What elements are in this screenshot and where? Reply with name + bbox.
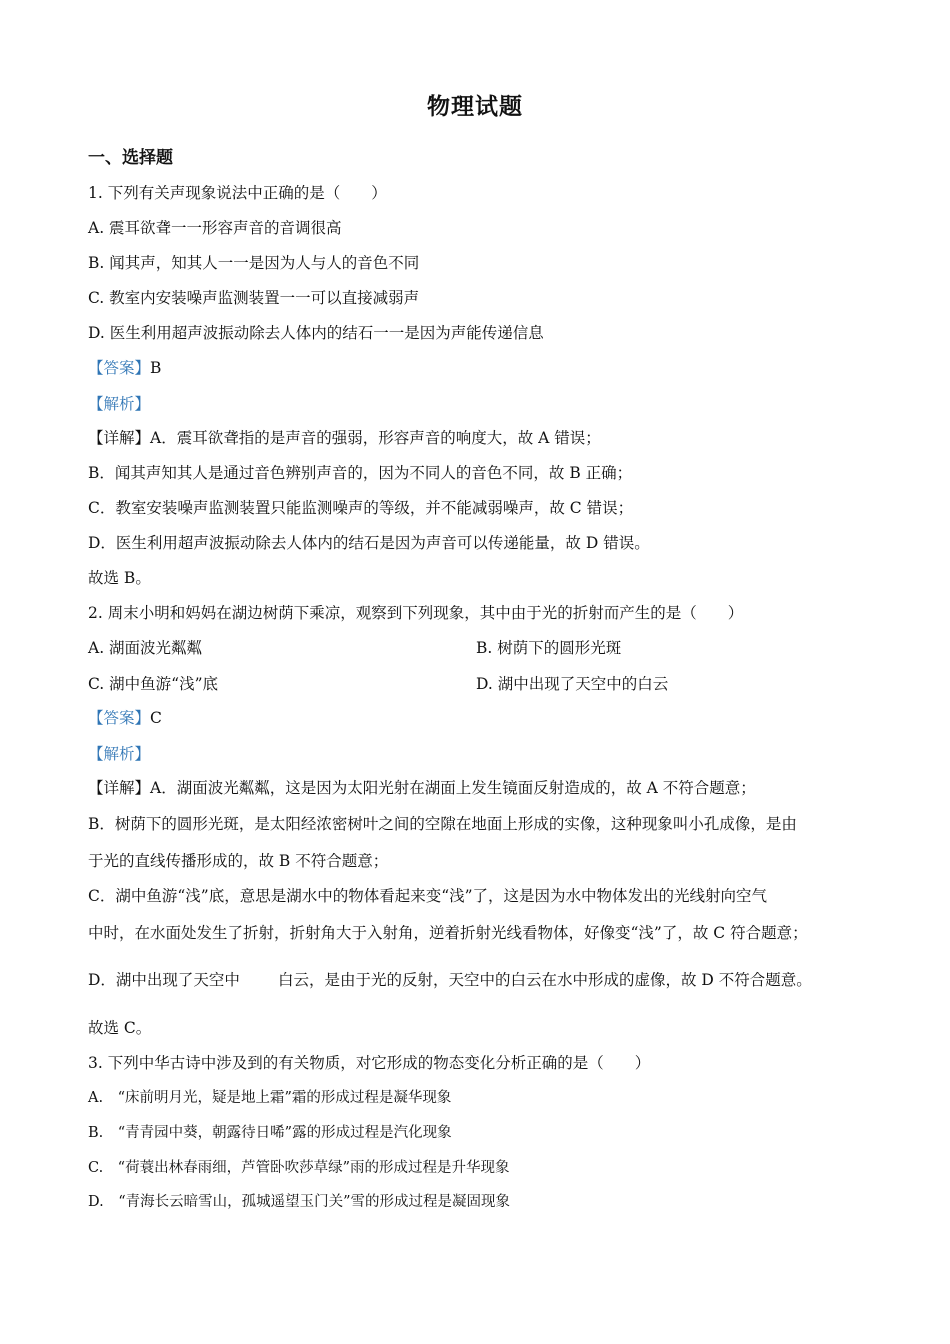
q3-option-c: C. “荷蓑出林春雨细，芦管卧吹莎草绿”雨的形成过程是升华现象 [88, 1160, 510, 1176]
q1-conclusion: 故选 B。 [88, 569, 151, 587]
q1-option-a: A. 震耳欲聋一一形容声音的音调很高 [88, 219, 342, 237]
q2-analysis-tag: 【解析】 [88, 745, 151, 763]
q2-detail-a [88, 778, 756, 798]
q2-conclusion: 故选 C。 [88, 1019, 152, 1037]
q3-option-b: B. “青青园中葵，朝露待日唏”露的形成过程是汽化现象 [88, 1125, 452, 1141]
answer-value: C [150, 709, 162, 727]
q3-option-d: D. “青海长云暗雪山，孤城遥望玉门关”雪的形成过程是凝固现象 [88, 1194, 511, 1210]
q2-detail-c2: 中时，在水面处发生了折射，折射角大于入射角，逆着折射光线看物体，好像变“浅”了，故 C 符合题意； [88, 924, 808, 942]
detail-tag: 【详解】 [88, 779, 151, 797]
q3-option-a: A. “床前明月光，疑是地上霜”霜的形成过程是凝华现象 [88, 1090, 452, 1106]
detail-text: A．湖面波光粼粼，这是因为太阳光射在湖面上发生镜面反射造成的，故 A 不符合题意； [150, 779, 756, 797]
answer-tag: 【答案】 [88, 359, 151, 377]
q2-option-d: D. 湖中出现了天空中的白云 [476, 675, 669, 693]
question-1-stem: 1. 下列有关声现象说法中正确的是（ ） [88, 184, 387, 202]
answer-value: B [150, 359, 162, 377]
question-3-stem: 3. 下列中华古诗中涉及到的有关物质，对它形成的物态变化分析正确的是（ ） [88, 1054, 651, 1072]
q2-option-a: A. 湖面波光粼粼 [88, 639, 203, 657]
q1-detail-a [88, 428, 601, 448]
q2-option-c: C. 湖中鱼游“浅”底 [88, 675, 219, 693]
question-2-stem: 2. 周末小明和妈妈在湖边树荫下乘凉，观察到下列现象，其中由于光的折射而产生的是（ ） [88, 604, 744, 622]
q1-detail-d: D．医生利用超声波振动除去人体内的结石是因为声音可以传递能量，故 D 错误。 [88, 534, 650, 552]
detail-text: 白云，是由于光的反射，天空中的白云在水中形成的虚像，故 D 不符合题意。 [277, 971, 812, 989]
q1-detail-c: C．教室安装噪声监测装置只能监测噪声的等级，并不能减弱噪声，故 C 错误； [88, 499, 634, 517]
q2-detail-c1: C．湖中鱼游“浅”底，意思是湖水中的物体看起来变“浅”了，这是因为水中物体发出的光线射向空气 [88, 887, 768, 905]
detail-text: D．湖中出现了天空中 [88, 971, 240, 989]
q2-answer [88, 708, 162, 728]
detail-tag: 【详解】 [88, 429, 151, 447]
q1-option-c: C. 教室内安装噪声监测装置一一可以直接减弱声 [88, 289, 420, 307]
detail-text: A．震耳欲聋指的是声音的强弱，形容声音的响度大，故 A 错误； [150, 429, 601, 447]
q1-option-d: D. 医生利用超声波振动除去人体内的结石一一是因为声能传递信息 [88, 324, 544, 342]
section-heading: 一、选择题 [88, 148, 173, 168]
q2-option-b: B. 树荫下的圆形光斑 [476, 639, 622, 657]
q2-detail-d [88, 970, 812, 990]
q1-detail-b: B．闻其声知其人是通过音色辨别声音的，因为不同人的音色不同，故 B 正确； [88, 464, 633, 482]
answer-tag: 【答案】 [88, 709, 151, 727]
q1-analysis-tag: 【解析】 [88, 395, 151, 413]
q2-detail-b1: B．树荫下的圆形光斑，是太阳经浓密树叶之间的空隙在地面上形成的实像，这种现象叫小孔成像，是由 [88, 815, 797, 833]
q2-detail-b2: 于光的直线传播形成的，故 B 不符合题意； [88, 852, 389, 870]
page-title: 物理试题 [427, 93, 523, 120]
q1-answer [88, 358, 161, 378]
q1-option-b: B. 闻其声，知其人一一是因为人与人的音色不同 [88, 254, 420, 272]
